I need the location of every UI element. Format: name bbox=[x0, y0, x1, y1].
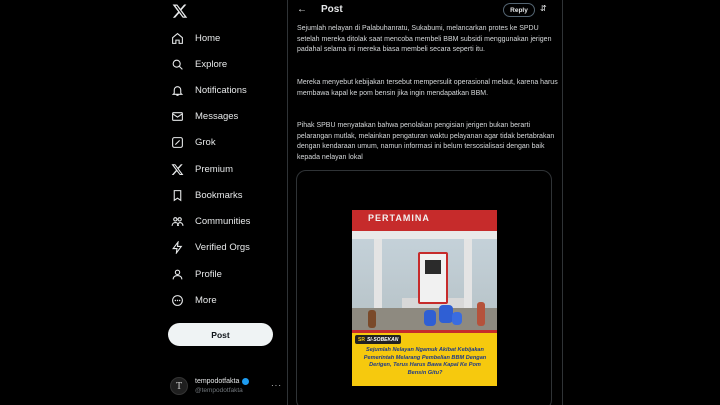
envelope-icon bbox=[170, 109, 184, 123]
station-canopy bbox=[352, 210, 497, 231]
source-tag-right: SI-SOBEKAN bbox=[366, 336, 399, 343]
sidebar-item-more[interactable] bbox=[170, 290, 217, 310]
post-header bbox=[288, 0, 562, 20]
sidebar-item-label: Home bbox=[195, 32, 221, 44]
jerrycan bbox=[452, 312, 462, 325]
sidebar-item-label: Verified Orgs bbox=[195, 241, 250, 253]
more-circle-icon bbox=[170, 293, 184, 307]
station-sign: PERTAMINA bbox=[368, 213, 430, 223]
sidebar-item-messages[interactable] bbox=[170, 106, 238, 126]
fuel-pump bbox=[418, 252, 448, 304]
sidebar-item-label: Messages bbox=[195, 110, 239, 122]
reply-button[interactable]: Reply bbox=[503, 3, 535, 17]
caption-banner bbox=[352, 333, 497, 386]
bookmark-icon bbox=[170, 188, 184, 202]
grok-icon bbox=[170, 135, 184, 149]
post-paragraph-2: Mereka menyebut kebijakan tersebut mempersulit operasional melaut, karena harus membawa kapal ke pom bensin jika ingin mendapatkan BBM. bbox=[297, 79, 558, 97]
sidebar-item-label: Profile bbox=[195, 268, 222, 280]
sidebar-item-notifications[interactable] bbox=[170, 80, 247, 100]
account-name-text: tempodotfakta bbox=[195, 378, 240, 385]
left-sidebar bbox=[160, 0, 290, 405]
more-icon[interactable]: ··· bbox=[271, 381, 282, 390]
sidebar-item-label: Communities bbox=[195, 215, 251, 227]
sidebar-item-label: Explore bbox=[195, 58, 228, 70]
page-title: Post bbox=[321, 4, 343, 15]
post-image[interactable] bbox=[352, 210, 497, 386]
sidebar-item-explore[interactable] bbox=[170, 54, 227, 74]
sidebar-item-premium[interactable] bbox=[170, 159, 233, 179]
post-button[interactable]: Post bbox=[168, 323, 273, 346]
account-info bbox=[195, 377, 249, 395]
jerrycan bbox=[439, 305, 453, 323]
avatar: T bbox=[170, 377, 188, 395]
source-tag-left: SR bbox=[358, 336, 365, 343]
main-column bbox=[287, 0, 563, 405]
post-paragraph-1: Sejumlah nelayan di Palabuhanratu, Sukabumi, melancarkan protes ke SPDU setelah mereka ditolak saat mencoba membeli BBM subsidi menggunakan jerigen padahal selama ini mereka biasa membeli secara seperti itu. bbox=[297, 25, 552, 53]
tune-icon[interactable]: ⇵ bbox=[540, 4, 547, 13]
x-logo-icon[interactable] bbox=[172, 3, 188, 19]
search-icon bbox=[170, 57, 184, 71]
sidebar-item-label: Grok bbox=[195, 136, 216, 148]
person-figure bbox=[477, 302, 485, 326]
account-handle: @tempodotfakta bbox=[195, 387, 243, 394]
sidebar-item-label: Notifications bbox=[195, 84, 247, 96]
sidebar-item-grok[interactable] bbox=[170, 132, 216, 152]
post-paragraph-3: Pihak SPBU menyatakan bahwa penolakan pengisian jerigen bukan berarti pelarangan mutlak, melainkan pengaturan waktu pelayanan agar tidak bertabrakan dengan kendaraan umum, namun informasi ini belum tersosialisasi dengan baik kepada nelayan lokal bbox=[297, 122, 555, 161]
home-icon bbox=[170, 31, 184, 45]
sidebar-item-home[interactable] bbox=[170, 28, 220, 48]
sidebar-item-verified-orgs[interactable] bbox=[170, 237, 250, 257]
source-tag bbox=[355, 335, 401, 344]
pump-display bbox=[425, 260, 441, 274]
sidebar-item-label: More bbox=[195, 294, 217, 306]
sidebar-item-label: Bookmarks bbox=[195, 189, 243, 201]
verified-badge-icon bbox=[242, 378, 249, 385]
sidebar-item-bookmarks[interactable] bbox=[170, 185, 243, 205]
media-card[interactable] bbox=[296, 170, 552, 405]
sidebar-item-profile[interactable] bbox=[170, 264, 222, 284]
sidebar-item-label: Premium bbox=[195, 163, 234, 175]
x-logo-icon bbox=[170, 162, 184, 176]
bell-icon bbox=[170, 83, 184, 97]
account-name bbox=[195, 377, 249, 386]
image-headline: Sejumlah Nelayan Ngamuk Akibat Kebijakan Pemerintah Melarang Pembelian BBM Dengan Derigen, Terus Harus Bawa Kapal Ke Pom Bensin Gitu? bbox=[363, 347, 487, 376]
person-icon bbox=[170, 267, 184, 281]
jerrycan bbox=[424, 310, 436, 326]
person-figure bbox=[368, 310, 376, 328]
account-switcher[interactable] bbox=[170, 373, 282, 399]
people-icon bbox=[170, 214, 184, 228]
lightning-icon bbox=[170, 240, 184, 254]
canopy-underside bbox=[352, 231, 497, 239]
sidebar-item-communities[interactable] bbox=[170, 211, 250, 231]
back-arrow-icon[interactable]: ← bbox=[297, 4, 307, 15]
